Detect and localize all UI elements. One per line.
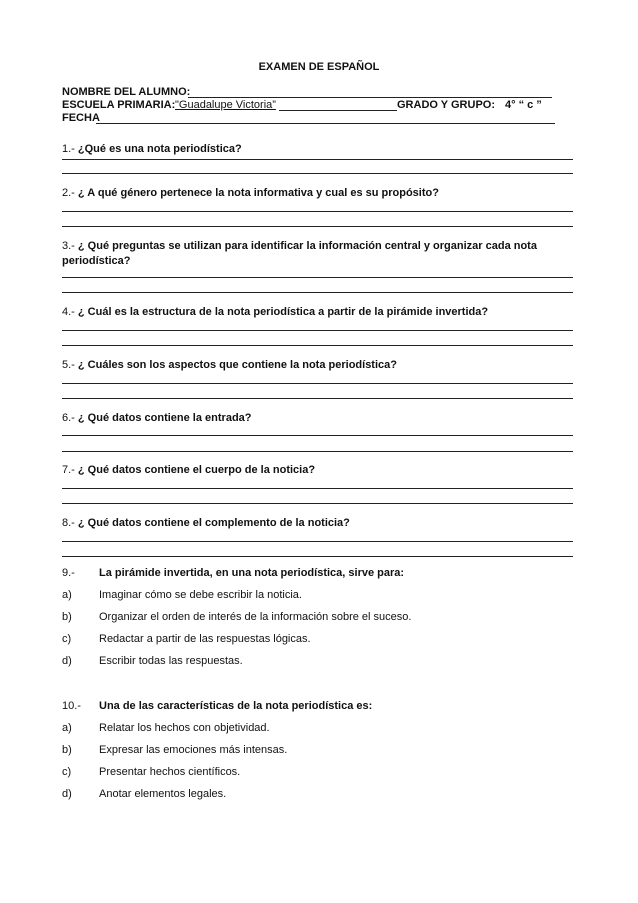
question-text: ¿Qué es una nota periodística? — [77, 143, 242, 155]
answer-line[interactable] — [62, 556, 573, 557]
school-underline — [279, 110, 397, 111]
question-text: ¿ Qué datos contiene la entrada? — [77, 412, 252, 424]
answer-line[interactable] — [62, 435, 573, 436]
question-number: 2.- — [62, 187, 75, 199]
question-number: 5.- — [62, 359, 75, 371]
option-text: Presentar hechos científicos. — [99, 766, 241, 778]
question-5 — [62, 357, 397, 373]
question-number: 4.- — [62, 306, 75, 318]
exam-title: EXAMEN DE ESPAÑOL — [258, 61, 380, 73]
question-number: 9.- — [62, 567, 75, 579]
question-1 — [62, 141, 242, 157]
answer-line[interactable] — [62, 398, 573, 399]
student-name-label: NOMBRE DEL ALUMNO: — [62, 86, 191, 98]
answer-line[interactable] — [62, 345, 573, 346]
question-3 — [62, 238, 537, 254]
question-text: ¿ A qué género pertenece la nota informativa y cual es su propósito? — [77, 187, 439, 199]
answer-line[interactable] — [62, 292, 573, 293]
question-text: ¿ Qué datos contiene el cuerpo de la noticia? — [77, 464, 316, 476]
question-8 — [62, 515, 350, 531]
answer-line[interactable] — [62, 488, 573, 489]
question-number: 8.- — [62, 517, 75, 529]
grade-group-value: 4° “ c ” — [505, 99, 542, 111]
option-text: Anotar elementos legales. — [99, 788, 227, 800]
question-text: periodística? — [62, 255, 131, 267]
answer-line[interactable] — [62, 226, 573, 227]
school-value: "Guadalupe Victoria” — [175, 99, 276, 111]
option-label: a) — [62, 589, 72, 601]
option-label: c) — [62, 633, 72, 645]
question-number: 10.- — [62, 700, 81, 712]
question-number: 7.- — [62, 464, 75, 476]
option-label: c) — [62, 766, 72, 778]
option-label: a) — [62, 722, 72, 734]
question-text: ¿ Qué datos contiene el complemento de la noticia? — [77, 517, 350, 529]
option-text: Imaginar cómo se debe escribir la noticia. — [99, 589, 302, 601]
answer-line[interactable] — [62, 173, 573, 174]
answer-line[interactable] — [62, 277, 573, 278]
option-text: Escribir todas las respuestas. — [99, 655, 243, 667]
answer-line[interactable] — [62, 503, 573, 504]
option-label: b) — [62, 744, 72, 756]
option-text: Expresar las emociones más intensas. — [99, 744, 288, 756]
question-text: La pirámide invertida, en una nota periodística, sirve para: — [99, 567, 405, 579]
question-text: Una de las características de la nota periodística es: — [99, 700, 373, 712]
option-label: b) — [62, 611, 72, 623]
answer-line[interactable] — [62, 541, 573, 542]
answer-line[interactable] — [62, 330, 573, 331]
question-number: 1.- — [62, 143, 75, 155]
option-text: Organizar el orden de interés de la información sobre el suceso. — [99, 611, 412, 623]
question-number: 6.- — [62, 412, 75, 424]
option-text: Redactar a partir de las respuestas lógicas. — [99, 633, 311, 645]
question-6 — [62, 410, 252, 426]
answer-line[interactable] — [62, 383, 573, 384]
option-text: Relatar los hechos con objetividad. — [99, 722, 270, 734]
date-label: FECHA — [62, 112, 100, 124]
answer-line[interactable] — [62, 451, 573, 452]
option-label: d) — [62, 655, 72, 667]
question-3-continued — [62, 253, 130, 269]
question-text: ¿ Cuáles son los aspectos que contiene la nota periodística? — [77, 359, 397, 371]
grade-group-label: GRADO Y GRUPO: — [397, 99, 495, 111]
date-field[interactable] — [96, 123, 555, 124]
question-text: ¿ Qué preguntas se utilizan para identificar la información central y organizar cada nota — [77, 240, 537, 252]
question-2 — [62, 185, 439, 201]
answer-line[interactable] — [62, 211, 573, 212]
question-text: ¿ Cuál es la estructura de la nota periodística a partir de la pirámide invertida? — [77, 306, 489, 318]
student-name-field[interactable] — [188, 97, 552, 98]
question-4 — [62, 304, 488, 320]
option-label: d) — [62, 788, 72, 800]
question-7 — [62, 462, 315, 478]
answer-line[interactable] — [62, 159, 573, 160]
school-label: ESCUELA PRIMARIA: — [62, 99, 176, 111]
question-number: 3.- — [62, 240, 75, 252]
